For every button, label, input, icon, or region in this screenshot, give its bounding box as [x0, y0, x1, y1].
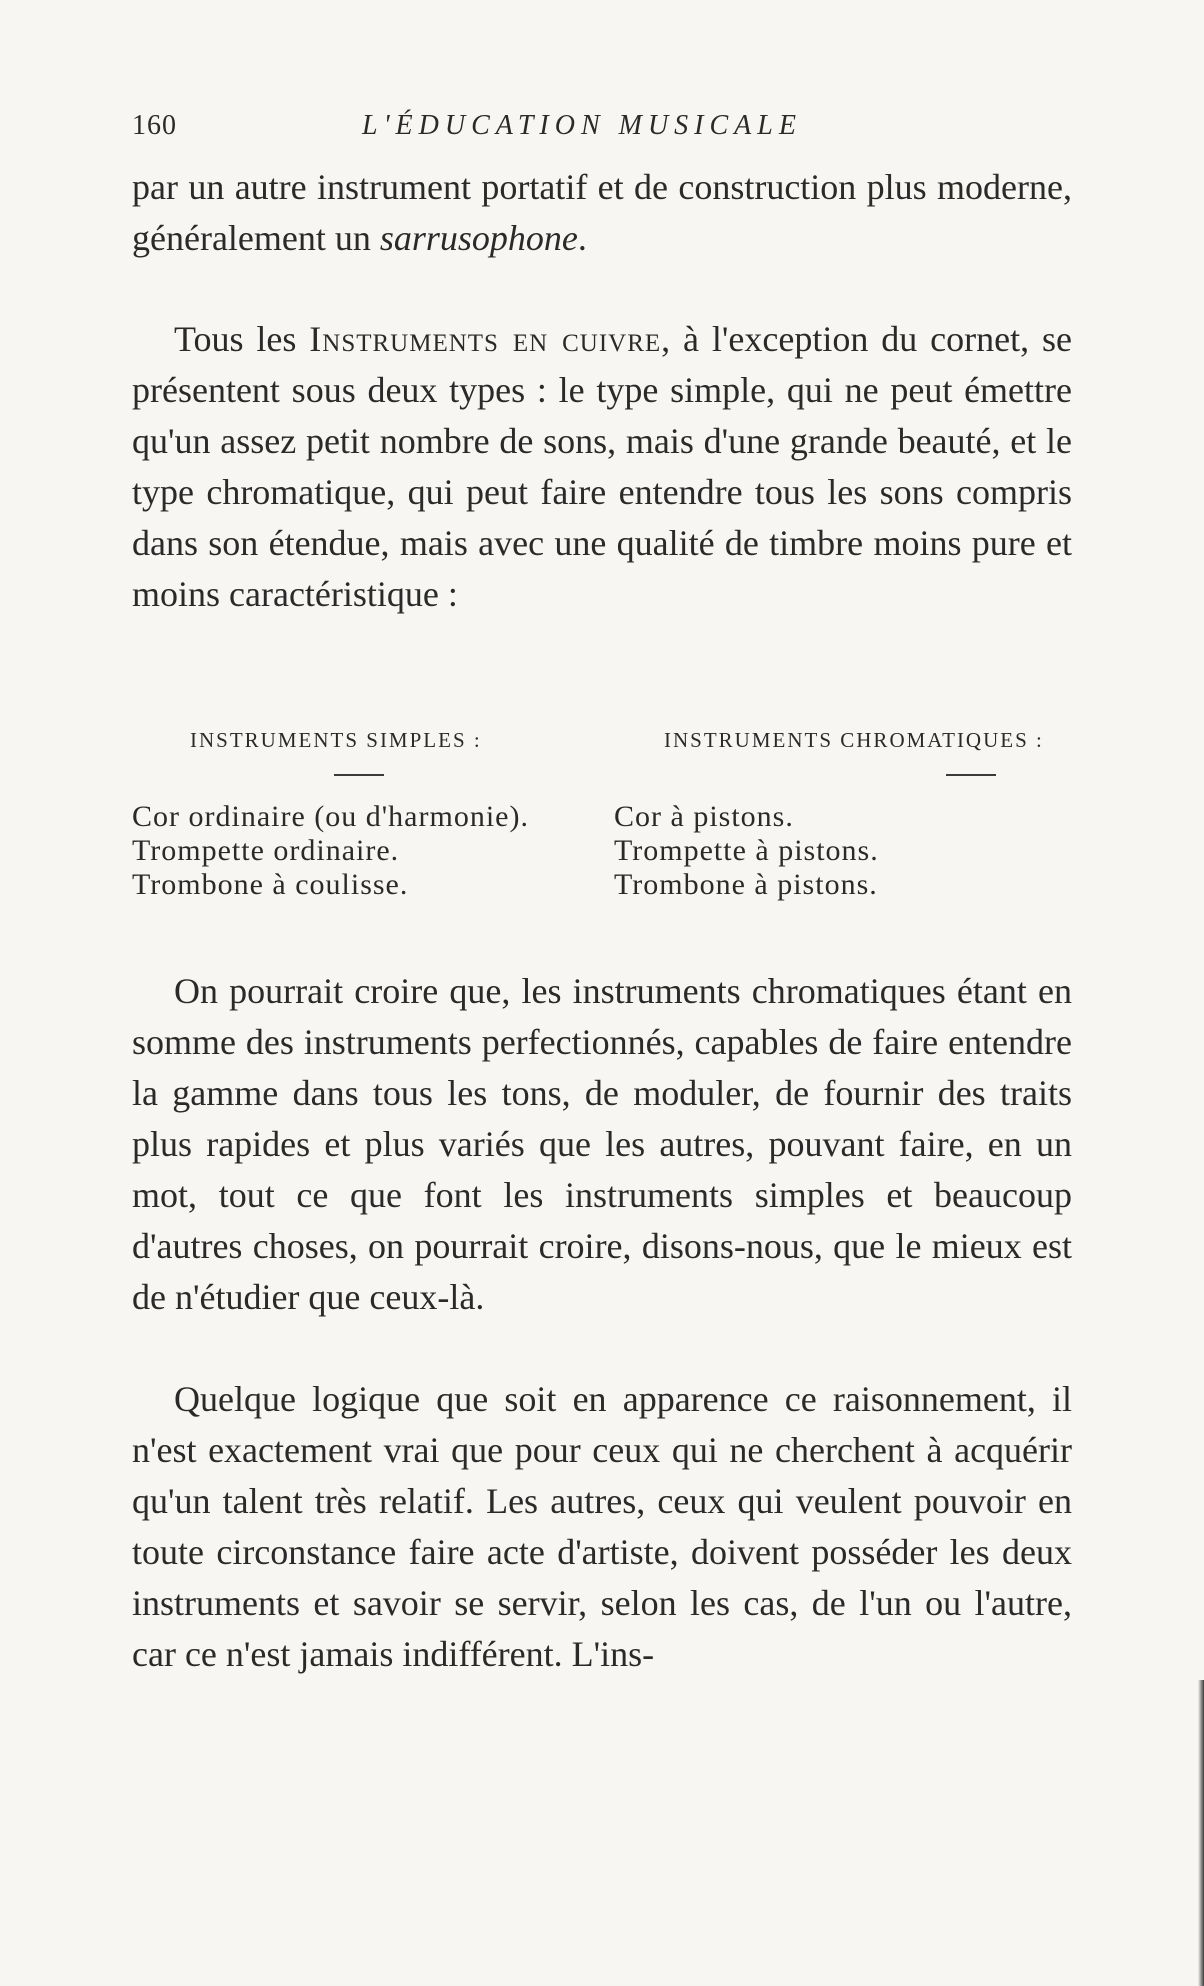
- list-item: Cor à pistons.: [614, 800, 794, 833]
- paragraph-brass-lead: Tous les: [174, 319, 310, 359]
- heading-rule: [946, 774, 996, 776]
- chromatic-instruments-heading: INSTRUMENTS CHROMATIQUES :: [664, 728, 1044, 752]
- list-item: Trombone à pistons.: [614, 868, 878, 901]
- list-item: Trompette ordinaire.: [132, 834, 400, 867]
- paragraph-intro-end: .: [577, 218, 587, 258]
- paragraph-intro: [132, 162, 1072, 264]
- paragraph-brass: [132, 314, 1072, 620]
- instrument-table: [132, 720, 1072, 920]
- paragraph-brass-text: , à l'exception du cornet, se présentent sous deux types : le type simple, qui ne peut émettre qu'un assez petit nombre de sons, mais d'une grande beauté, et le type chromatique, qui peut faire entendre tous les sons compris dans son étendue, mais avec une qualité de timbre moins pure et moins caractéristique :: [132, 319, 1072, 614]
- running-title: L'ÉDUCATION MUSICALE: [362, 110, 802, 141]
- running-head: [132, 110, 1072, 150]
- paragraph-chromatic: On pourrait croire que, les instruments chromatiques étant en somme des instruments perfectionnés, capables de faire entendre la gamme dans tous les tons, de moduler, de fournir des traits plus rapides et plus variés que les autres, pouvant faire, en un mot, tout ce que font les instruments simples et beaucoup d'autres choses, on pourrait croire, disons-nous, que le mieux est de n'étudier que ceux-là.: [132, 971, 1072, 1317]
- paragraph-logic: Quelque logique que soit en apparence ce raisonnement, il n'est exactement vrai que pour ceux qui ne cherchent à acquérir qu'un talent très relatif. Les autres, ceux qui veulent pouvoir en toute circonstance faire acte d'artiste, doivent posséder les deux instruments et savoir se servir, selon les cas, de l'un ou l'autre, car ce n'est jamais indifférent. L'ins-: [132, 1379, 1072, 1674]
- list-item: Trompette à pistons.: [614, 834, 879, 867]
- page-edge-shadow: [1198, 1680, 1204, 1986]
- list-item: Trombone à coulisse.: [132, 868, 409, 901]
- heading-rule: [334, 774, 384, 776]
- italic-term: sarrusophone: [379, 218, 578, 258]
- page-number: 160: [132, 110, 177, 141]
- simple-instruments-list: [132, 800, 529, 902]
- list-item: Cor ordinaire (ou d'harmonie).: [132, 800, 529, 833]
- simple-instruments-heading: INSTRUMENTS SIMPLES :: [190, 728, 482, 752]
- chromatic-instruments-list: [614, 800, 879, 902]
- small-caps-term: Instruments en cuivre: [309, 319, 662, 359]
- paragraph-intro-text: par un autre instrument portatif et de construction plus moderne, généralement un: [132, 167, 1072, 258]
